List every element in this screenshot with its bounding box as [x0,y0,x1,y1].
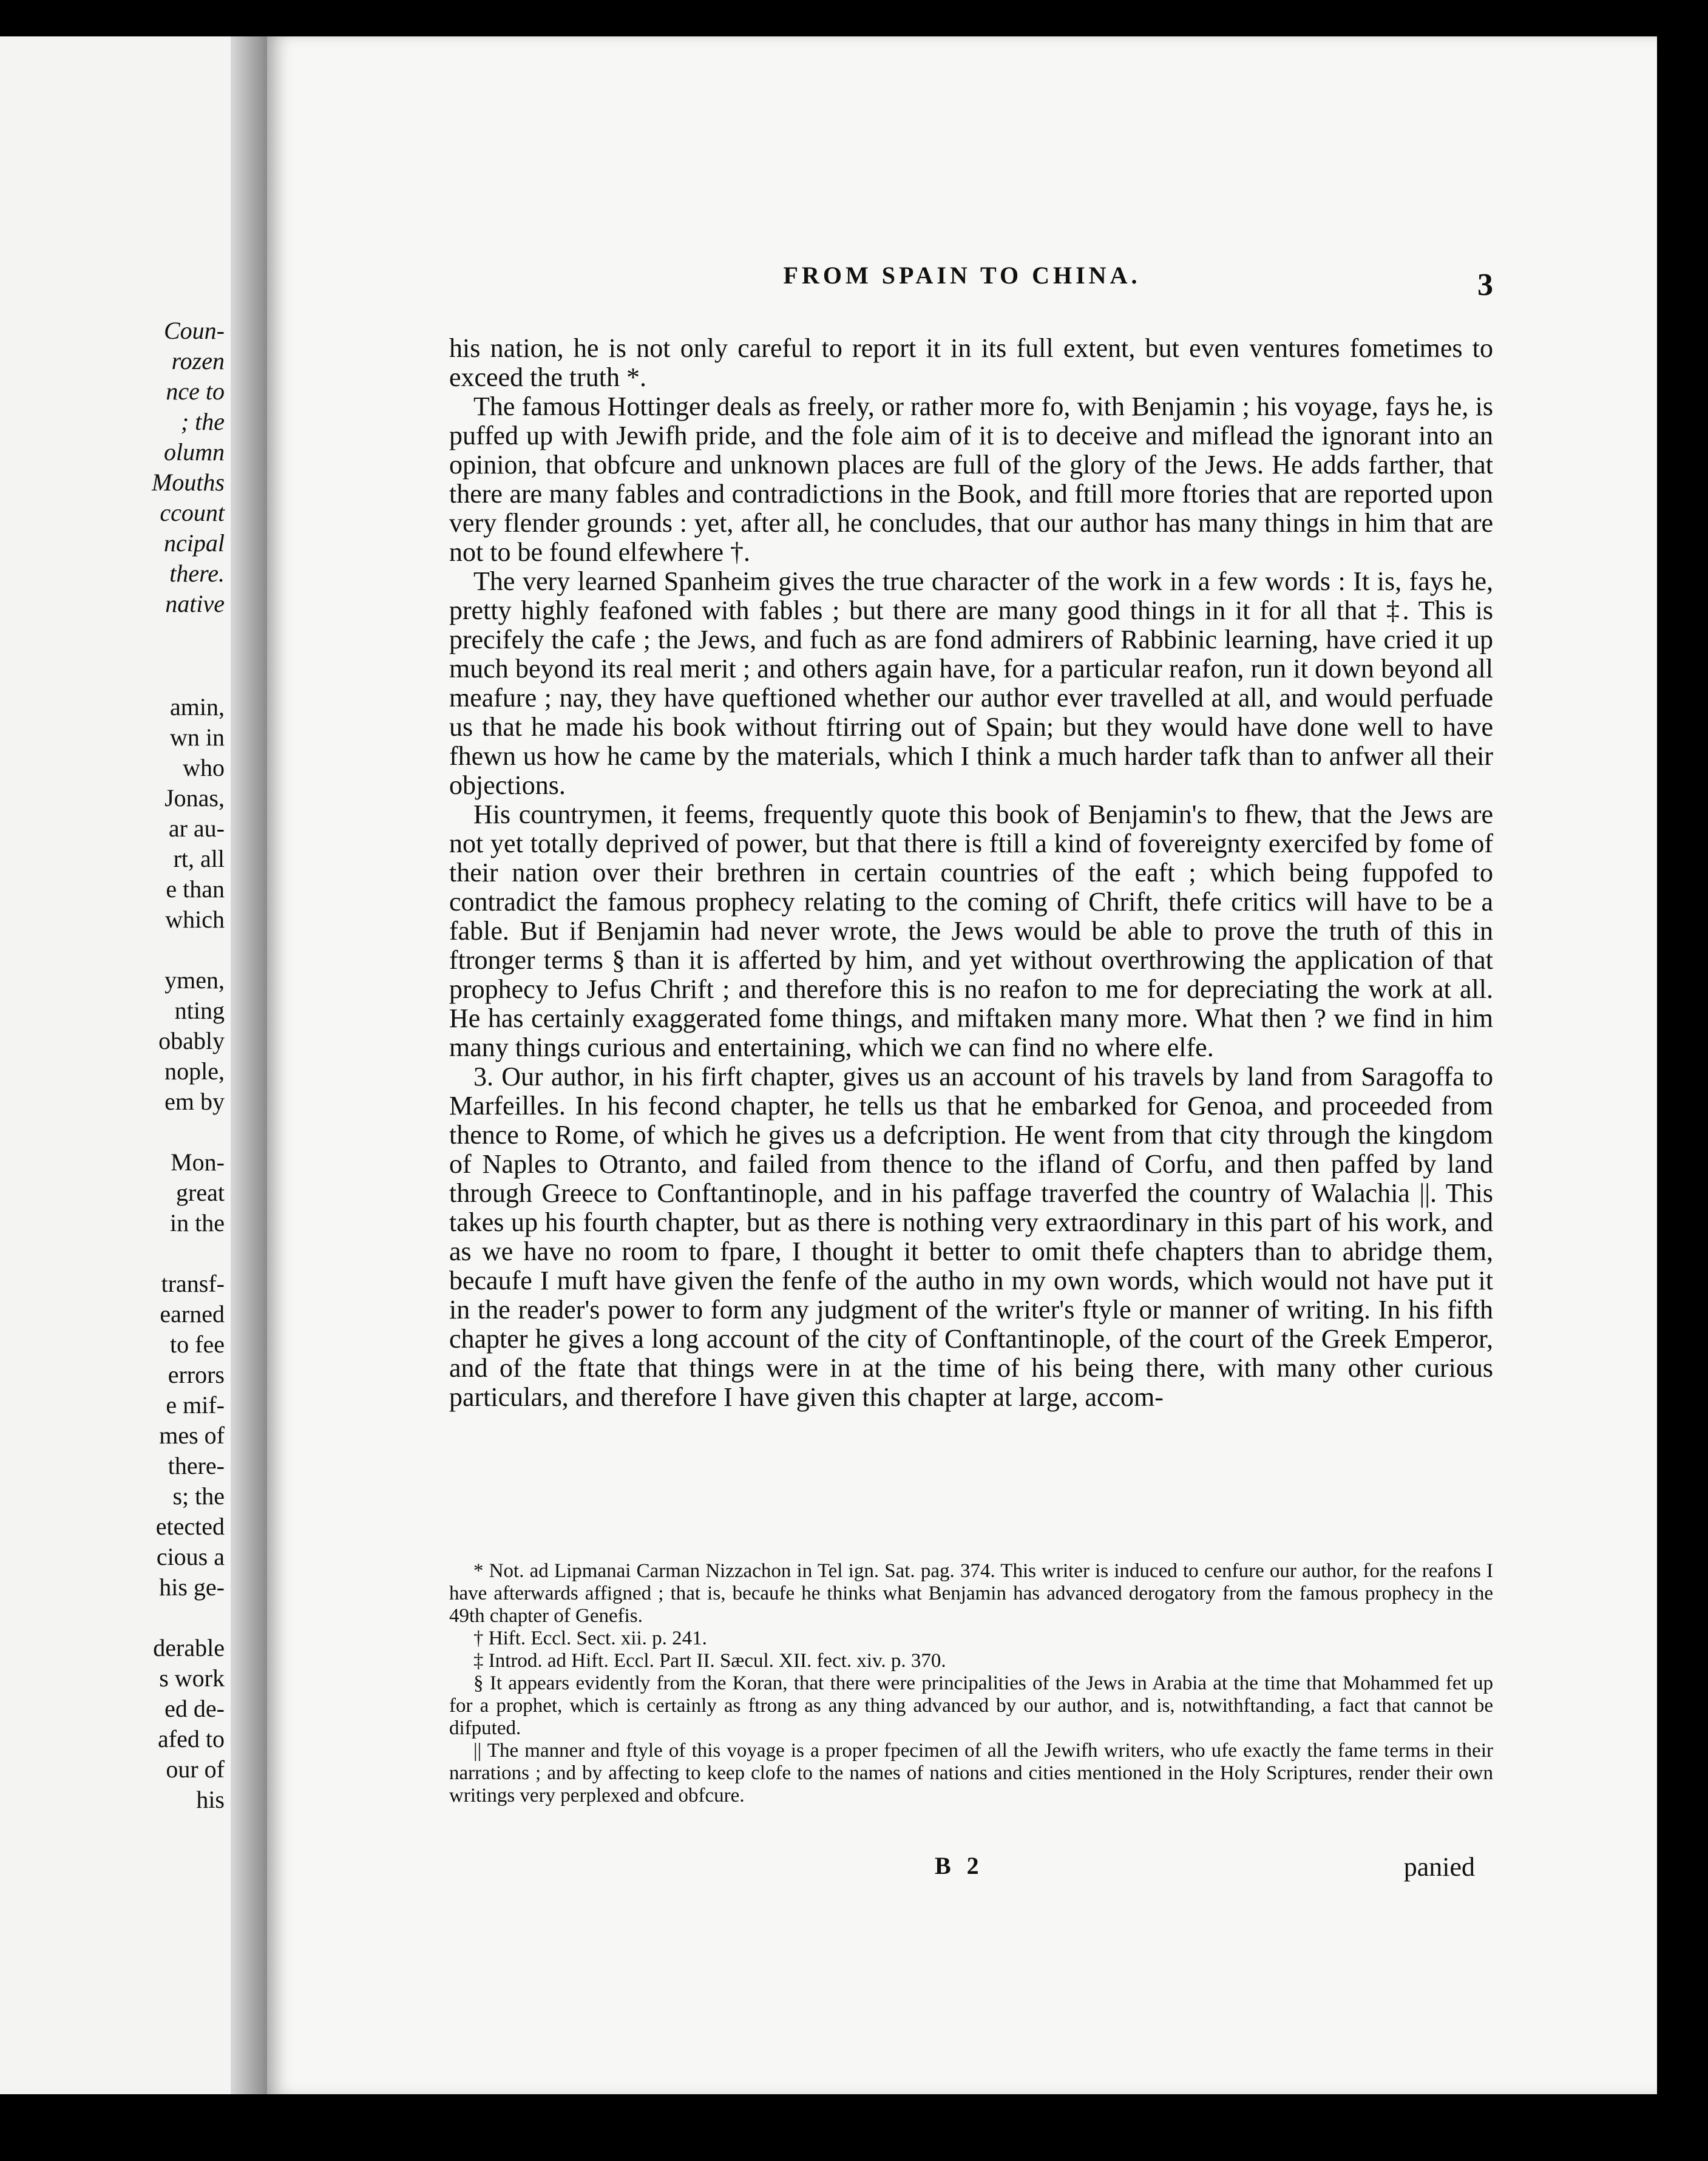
left-fragment-line: who [183,754,225,781]
left-fragment-line: e than [166,875,225,903]
left-fragment-line [153,1238,225,1269]
left-fragment-line: Coun- [164,317,225,344]
paragraph: The famous Hottinger deals as freely, or rather more fo, with Benjamin ; his voyage, fays he, is puffed up with Jewifh pride, and the fole aim of it is to deceive and miflead the ignorant into an opinion, that obfcure and unknown places are full of the glory of the Jews. He adds farther, that there are many fables and contradictions in the Book, and ftill more ftories that are reported upon very flender grounds : yet, after all, he concludes, that our author has many things in him that are not to be found elfewhere †. [449,392,1493,567]
body-text [449,334,1493,1412]
left-fragment-line: there- [168,1452,225,1479]
paragraph: his nation, he is not only careful to report it in its full extent, but even ventures fometimes to exceed the truth *. [449,333,1493,392]
running-title: FROM SPAIN TO CHINA. [783,262,1141,289]
signature-mark: B 2 [935,1852,984,1879]
left-fragment-line: wn in [170,724,225,751]
left-fragment-line: nting [174,997,225,1024]
left-fragment-line: ed de- [164,1695,225,1722]
footnote: || The manner and ftyle of this voyage is a proper fpecimen of all the Jewifh writers, who ufe exactly the fame terms in their narrations ; and by affecting to keep clofe to the names of nations and cities mentioned in the Holy Scriptures, render their own writings very perplexed and obfcure. [449,1740,1493,1806]
left-fragment-line: ; the [180,408,225,435]
left-fragment-line: to fee [170,1331,225,1358]
left-fragment-line: his ge- [159,1573,225,1601]
left-fragment-line: mes of [159,1422,225,1449]
left-page-italic-fragments [152,316,225,619]
left-fragment-line: ar au- [168,815,225,842]
left-fragment-line [153,935,225,965]
left-fragment-line: etected [155,1513,225,1540]
left-fragment-line: our of [166,1756,225,1783]
left-fragment-line: e mif- [166,1391,225,1419]
left-fragment-line: earned [160,1300,225,1328]
left-fragment-line: errors [168,1361,225,1388]
footnote: * Not. ad Lipmanai Carman Nizzachon in Tel ign. Sat. pag. 374. This writer is induced to cenfure our author, for the reafons I have afterwards affigned ; that is, becaufe he thinks what Benjamin has advanced derogatory from the famous prophecy in the 49th chapter of Genefis. [449,1560,1493,1627]
page-number: 3 [1477,268,1493,302]
book-gutter-shadow [231,36,267,2094]
footnote: † Hift. Eccl. Sect. xii. p. 241. [473,1627,707,1649]
left-fragment-line: s work [159,1664,225,1692]
left-fragment-line: obably [158,1027,225,1054]
left-fragment-line: there. [169,560,225,587]
left-fragment-line: Mouths [152,469,225,496]
left-fragment-line: nople, [164,1057,225,1085]
left-fragment-line: Mon- [171,1148,225,1176]
footnote: § It appears evidently from the Koran, that there were principalities of the Jews in Arabia at the time that Mohammed fet up for a prophet, which is certainly as ftrong as any thing advanced by our author, and is, notwithftanding, a fact that cannot be difputed. [449,1672,1493,1739]
left-fragment-line: in the [170,1209,225,1237]
left-fragment-line: afed to [158,1725,225,1752]
left-fragment-line: Jonas, [164,784,225,812]
footnote: ‡ Introd. ad Hift. Eccl. Part II. Sæcul. XII. fect. xiv. p. 370. [473,1650,946,1672]
left-fragment-line [153,1117,225,1147]
left-fragment-line: his [196,1786,225,1813]
catchword: panied [1403,1852,1475,1882]
paragraph: 3. Our author, in his firft chapter, gives us an account of his travels by land from Saragoffa to Marfeilles. In his fecond chapter, he tells us that he embarked for Genoa, and proceeded from thence to Rome, of which he gives us a defcription. He went from that city through the kingdom of Naples to Otranto, and failed from thence to the ifland of Corfu, and then paffed by land through Greece to Conftantinople, and in his paffage traverfed the country of Walachia ||. This takes up his fourth chapter, but as there is nothing very extraordinary in this part of his work, and as we have no room to fpare, I thought it better to omit thefe chapters than to abridge them, becaufe I muft have given the fenfe of the autho in my own words, which would not have put it in the reader's power to form any judgment of the writer's ftyle or manner of writing. In his fifth chapter he gives a long account of the city of Conftantinople, of the court of the Greek Emperor, and of the ftate that things were in at the time of his being there, with many other curious particulars, and therefore I have given this chapter at large, accom- [449,1062,1493,1412]
left-fragment-line: which [165,906,225,933]
left-fragment-line: s; the [172,1482,225,1510]
left-fragment-line: rt, all [173,845,225,872]
left-fragment-line: great [176,1179,225,1206]
left-fragment-line: em by [164,1088,225,1115]
left-page-roman-fragments [153,692,225,1815]
left-fragment-line [153,1603,225,1633]
left-fragment-line: rozen [171,347,225,375]
book-page [267,36,1657,2094]
left-fragment-line: cious a [156,1543,225,1570]
left-fragment-line: olumn [164,438,225,466]
paragraph: The very learned Spanheim gives the true character of the work in a few words : It is, fays he, pretty highly feafoned with fables ; but there are many good things in it for all that ‡. This is precifely the cafe ; the Jews, and fuch as are fond admirers of Rabbinic learning, have cried it up much beyond its real merit ; and others again have, for a particular reafon, run it down beyond all meafure ; nay, they have queftioned whether our author ever travelled at all, and would perfuade us that he made his book without ftirring out of Spain; but they would have done well to have fhewn us how he came by the materials, which I think a much harder tafk than to anfwer all their objections. [449,566,1493,800]
left-fragment-line: native [165,590,225,617]
left-fragment-line: derable [153,1634,225,1661]
left-fragment-line: ncipal [164,529,225,557]
left-fragment-line: ccount [160,499,225,526]
left-fragment-line: transf- [161,1270,225,1297]
footnotes [449,1560,1493,1807]
left-fragment-line: amin, [170,693,225,721]
left-fragment-line: nce to [166,378,225,405]
left-fragment-line: ymen, [164,966,225,994]
previous-page-fragment [0,36,267,2094]
paragraph: His countrymen, it feems, frequently quote this book of Benjamin's to fhew, that the Jews are not yet totally deprived of power, but that there is ftill a kind of fovereignty exercifed by fome of their nation over their brethren in certain countries of the eaft ; which being fuppofed to contradict the famous prophecy relating to the coming of Chrift, thefe critics will have to be a fable. But if Benjamin had never wrote, the Jews would be able to prove the truth of this in ftronger terms § than it is afferted by him, and yet without overthrowing the application of that prophecy to Jefus Chrift ; and therefore this is no reafon to me for depreciating the work at all. He has certainly exaggerated fome things, and miftaken many more. What then ? we find in him many things curious and entertaining, which we can find no where elfe. [449,799,1493,1062]
